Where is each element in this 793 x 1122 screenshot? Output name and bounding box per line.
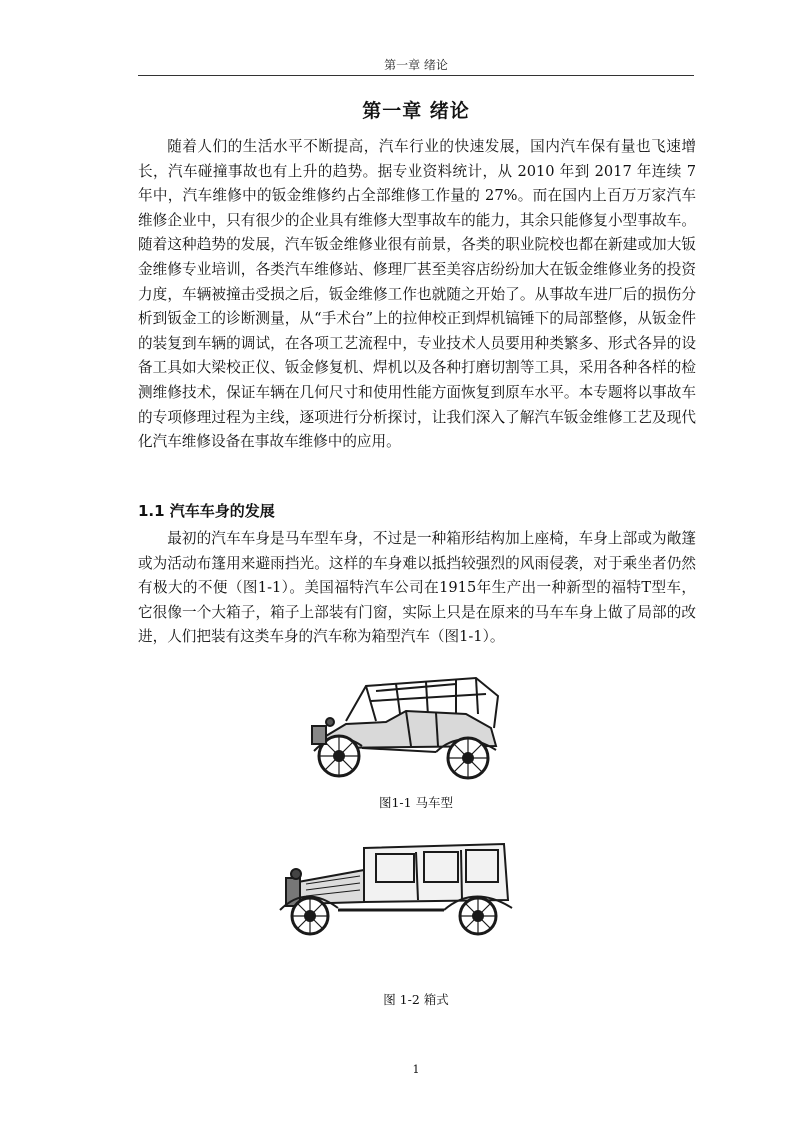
page-number: 1 [412,1063,420,1076]
chapter-title: 第一章 绪论 [362,100,470,122]
figure-box-car [276,838,516,938]
intro-paragraph: 随着人们的生活水平不断提高，汽车行业的快速发展，国内汽车保有量也飞速增长，汽车碰撞事故也有上升的趋势。据专业资料统计，从 2010 年到 2017 年连续 7 年中，汽车维修中的钣金维修约占全部维修工作量的 27%。而在国内上百万万家汽车维修企业中，只有很少的企业具有维修大型事故车的能力，其余只能修复小型事故车。随着这种趋势的发展，汽车钣金维修业很有前景，各类的职业院校也都在新建或加大钣金维修专业培训，各类汽车维修站、修理厂甚至美容店纷纷加大在钣金维修业务的投资力度，车辆被撞击受损之后，钣金维修工作也就随之开始了。从事故车进厂后的损伤分析到钣金工的诊断测量，从“手术台”上的拉伸校正到焊机镐锤下的局部整修，从钣金件的装复到车辆的调试，在各项工艺流程中，专业技术人员要用种类繁多、形式各异的设备工具如大梁校正仪、钣金修复机、焊机以及各种打磨切割等工具，采用各种各样的检测维修技术，保证车辆在几何尺寸和使用性能方面恢复到原车水平。本专题将以事故车的专项修理过程为主线，逐项进行分析探讨，让我们深入了解汽车钣金维修工艺及现代化汽车维修设备在事故车维修中的应用。 [138,138,696,451]
section-paragraph: 最初的汽车车身是马车型车身，不过是一种箱形结构加上座椅，车身上部或为敞篷或为活动布篷用来避雨挡光。这样的车身难以抵挡较强烈的风雨侵袭，对于乘坐者仍然有极大的不便（图1-1）。美国福特汽车公司在1915年生产出一种新型的福特T型车，它很像一个大箱子，箱子上部装有门窗，实际上只是在原来的马车车身上做了局部的改进，人们把装有这类车身的汽车称为箱型汽车（图1-1）。 [138,530,696,646]
figure-carriage-car [306,666,506,781]
figure-1-2-caption: 图 1-2 箱式 [383,992,449,1007]
section-heading: 1.1 汽车车身的发展 [138,502,275,520]
running-header: 第一章 绪论 [384,58,448,72]
header-rule [138,75,694,76]
figure-1-1-caption: 图1-1 马车型 [378,795,454,810]
